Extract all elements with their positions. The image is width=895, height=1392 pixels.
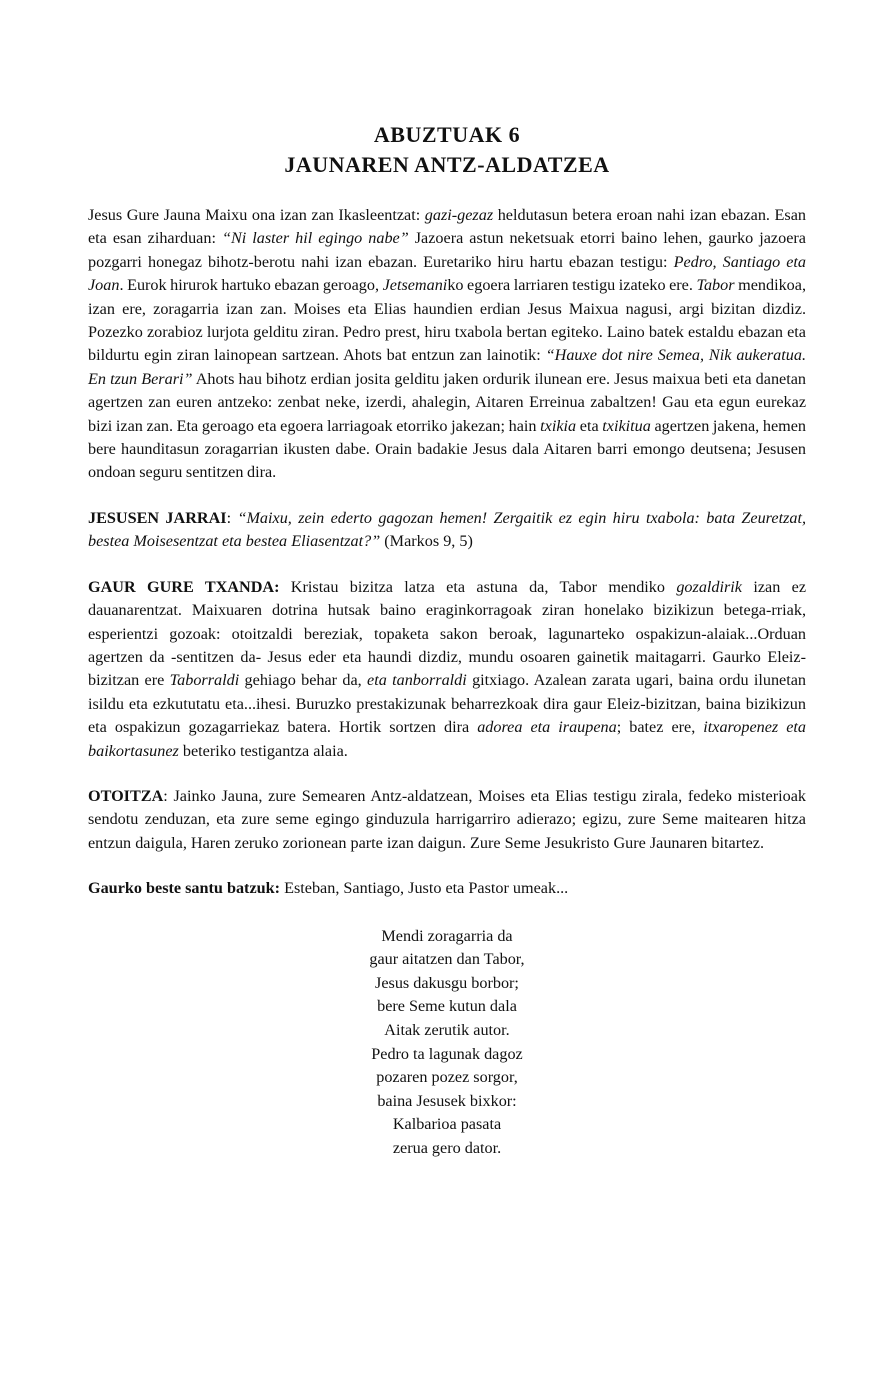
- intro-text: ko egoera larriaren testigu izateko ere.: [447, 276, 697, 295]
- txanda-text: gitxiago. Azalean zarata ugari, baina ordu ilunetan isildu eta ezkututatu eta...ihesi. Buruzko prestakizunak beharrezkoak dira gaur Eleiz-bizitzan, baina bizikizun eta ospakizun gozagarriekaz batera. Hortik sortzen dira: [88, 671, 807, 737]
- txanda-italic: adorea eta iraupena: [477, 718, 617, 737]
- poem-line: bere Seme kutun dala: [377, 997, 517, 1016]
- santuak-label: Gaurko beste santu batzuk:: [88, 879, 281, 898]
- poem: [88, 925, 806, 1161]
- poem-line: Jesus dakusgu borbor;: [375, 973, 519, 992]
- poem-line: Mendi zoragarria da: [381, 926, 513, 945]
- txanda-label: GAUR GURE TXANDA:: [88, 577, 280, 596]
- page: [88, 120, 806, 1161]
- intro-italic: “Hauxe dot nire Semea, Nik aukeratua. En tzun Berari”: [88, 346, 806, 388]
- otoitza-label: OTOITZA: [88, 786, 164, 805]
- intro-text: . Eurok hirurok hartuko ebazan geroago,: [119, 276, 383, 295]
- poem-line: pozaren pozez sorgor,: [376, 1068, 518, 1087]
- txanda-paragraph: [88, 576, 806, 763]
- txanda-italic: Taborraldi: [169, 671, 240, 690]
- otoitza-paragraph: [88, 785, 806, 855]
- jarrai-reference: (Markos 9, 5): [380, 532, 473, 551]
- poem-line: Kalbarioa pasata: [392, 1115, 502, 1134]
- intro-text: Jesus Gure Jauna Maixu ona izan zan Ikasleentzat:: [88, 206, 425, 224]
- jarrai-paragraph: [88, 507, 806, 554]
- txanda-text: gehiago behar da,: [239, 671, 368, 690]
- txanda-italic: gozaldirik: [676, 577, 742, 596]
- page-title: JAUNAREN ANTZ-ALDATZEA: [284, 152, 610, 177]
- page-date-heading: ABUZTUAK 6: [373, 122, 521, 147]
- intro-italic: gazi-gezaz: [424, 206, 494, 224]
- santuak-paragraph: [88, 877, 806, 900]
- poem-line: Aitak zerutik autor.: [384, 1020, 510, 1039]
- intro-text: heldutasun betera eroan nahi izan ebazan. Esan eta esan ziharduan:: [88, 206, 806, 248]
- txanda-italic: itxaropenez eta baikortasunez: [88, 718, 807, 760]
- intro-italic: txikitua: [602, 416, 651, 435]
- intro-text: Ahots hau bihotz erdian josita gelditu jaken ordurik ilunean ere. Jesus maixua beti eta danetan agertzen zan euren antzeko: zenbat neke, izerdi, ahalegin, Aitaren Erreinua zabaltzen! Gau eta egun eurekaz bizi izan zan. Eta geroago eta egoera larriagoak etorriko jakezan; hain: [88, 369, 807, 435]
- intro-italic: txikia: [540, 416, 577, 435]
- poem-line: gaur aitatzen dan Tabor,: [369, 950, 525, 969]
- otoitza-text: : Jainko Jauna, zure Semearen Antz-aldatzean, Moises eta Elias testigu zirala, fedeko misterioak sendotu zenduzan, eta zure seme egingo ginduzula harrigarriro adierazo; egizu, zure Seme maitearen hitza entzun daigula, Haren zeruko zorionean parte izan daigun. Zure Seme Jesukristo Gure Jaunaren bitartez.: [88, 786, 806, 852]
- santuak-text: Esteban, Santiago, Justo eta Pastor umeak...: [280, 879, 569, 898]
- intro-text: eta: [576, 416, 603, 435]
- intro-text: Jazoera astun neketsuak etorri baino lehen, gaurko jazoera pozgarri honegaz bihotz-berotu nahi izan ebazan. Euretariko hiru hartu ebazan testigu:: [88, 229, 806, 271]
- intro-text: mendikoa, izan ere, zoragarria izan zan. Moises eta Elias haundien erdian Jesus Maixua nagusi, argi bizitan dizdiz. Pozezko zorabioz lurjota gelditu ziran. Pedro prest, hiru txabola bertan egiteko. Laino batek estaldu ebazan eta bildurtu egin ziran lainopean sartzean. Ahots bat entzun zan lainotik:: [88, 276, 806, 365]
- intro-italic: Pedro, Santiago eta Joan: [88, 252, 807, 295]
- poem-line: baina Jesusek bixkor:: [377, 1091, 517, 1110]
- txanda-text: beteriko testigantza alaia.: [178, 741, 348, 760]
- txanda-italic: eta tanborraldi: [367, 671, 467, 690]
- poem-line: zerua gero dator.: [392, 1138, 502, 1157]
- intro-paragraph: [88, 204, 806, 485]
- poem-line: Pedro ta lagunak dagoz: [371, 1044, 523, 1063]
- title-block: [88, 120, 806, 180]
- txanda-text: izan ez dauanarentzat. Maixuaren dotrina hutsak baino eraginkorragoak ziran honelako bizikizun betega-rriak, esperientzi gozoak: otoitzaldi bereziak, topaketa sakon beroak, lagunarteko ospakizun-alaiak...Orduan agertzen da -sentitzen da- Jesus eder eta haundi dizdiz, mundu osoaren gainetik maitagarri. Gaurko Eleiz-bizitzan ere: [88, 577, 806, 690]
- intro-italic: Tabor: [696, 276, 735, 295]
- jarrai-separator: :: [226, 508, 238, 527]
- jarrai-quote: “Maixu, zein ederto gagozan hemen! Zergaitik ez egin hiru txabola: bata Zeuretzat, bestea Moisesentzat eta bestea Eliasentzat?”: [88, 508, 807, 551]
- intro-italic: Jetsemani: [382, 276, 448, 295]
- txanda-text: ; batez ere,: [616, 718, 704, 737]
- intro-text: agertzen jakena, hemen bere haunditasun zoragarrian ikusten dabe. Orain badakie Jesus dala Aitaren barri emongo deutsena; Jesusen ondoan seguru sentitzen dira.: [88, 416, 807, 482]
- intro-italic: “Ni laster hil egingo nabe”: [221, 229, 409, 248]
- jarrai-label: JESUSEN JARRAI: [88, 508, 227, 527]
- txanda-text: Kristau bizitza latza eta astuna da, Tabor mendiko: [279, 577, 677, 596]
